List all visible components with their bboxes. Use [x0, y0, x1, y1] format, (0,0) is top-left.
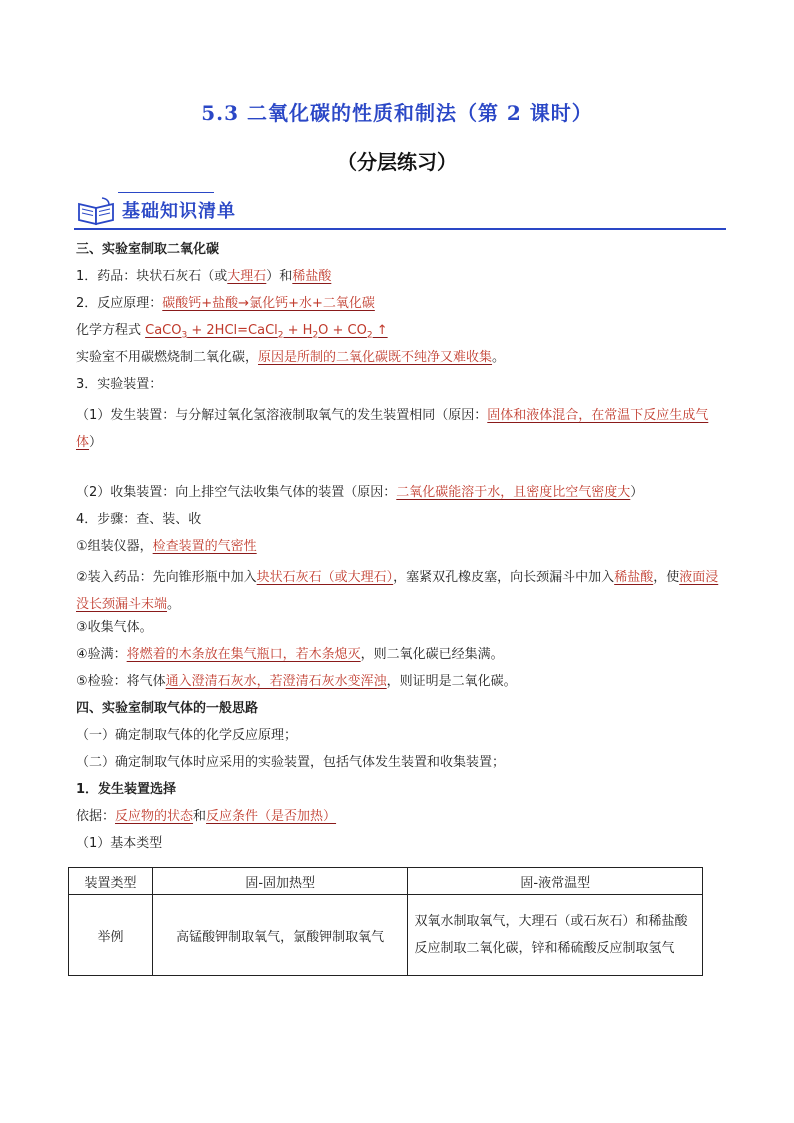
step-5 — [76, 672, 726, 699]
apparatus-type-table — [68, 867, 703, 976]
answer-blank: 稀盐酸 — [292, 269, 332, 284]
answer-blank: 固体和液体混合，在常温下反应生成气体 — [76, 408, 709, 450]
text: ，则证明是二氧化碳。 — [386, 674, 517, 689]
answer-blank: 稀盐酸 — [614, 570, 654, 585]
steps-line: 4．步骤：查、装、收 — [76, 512, 202, 527]
text: （1）发生装置：与分解过氧化氢溶液制取氧气的发生装置相同（原因： — [76, 408, 488, 423]
drugs-line — [76, 267, 726, 294]
table-cell: 举例 — [69, 895, 153, 976]
generator-line — [76, 402, 726, 456]
equation-line — [76, 321, 726, 348]
content-body — [76, 240, 726, 861]
text: ）和 — [266, 269, 293, 284]
chemical-equation: CaCO$_3$ + 2HCl=CaCl$_2$ + $H_2O + CO_2$ ↑ — [145, 323, 388, 341]
text: 依据： — [76, 809, 116, 824]
page-subtitle: （分层练习） — [337, 150, 457, 174]
open-book-icon — [76, 196, 118, 226]
step-3: ③收集气体。 — [76, 620, 153, 635]
answer-blank: 反应条件（是否加热） — [206, 809, 337, 824]
answer-blank: 通入澄清石灰水，若澄清石灰水变浑浊 — [165, 674, 387, 689]
text: ④验满： — [76, 647, 127, 662]
table-cell: 高锰酸钾制取氧气，氯酸钾制取氧气 — [152, 895, 408, 976]
apparatus-line: 3．实验装置： — [76, 377, 163, 392]
spacer — [76, 456, 726, 483]
answer-blank: 大理石 — [227, 269, 267, 284]
answer-blank: 液面浸没长颈漏斗末端 — [76, 570, 719, 612]
collector-line — [76, 483, 726, 510]
types-line: （1）基本类型 — [76, 836, 163, 851]
text: 实验室不用碳燃烧制二氧化碳， — [76, 350, 259, 365]
sub-heading: 1．发生装置选择 — [76, 782, 177, 797]
basis-line — [76, 807, 726, 834]
table-cell: 双氧水制取氧气，大理石（或石灰石）和稀盐酸反应制取二氧化碳，锌和稀硫酸反应制取氢气 — [408, 895, 703, 976]
text: 2．反应原理： — [76, 296, 163, 311]
answer-blank: 碳酸钙+盐酸→氯化钙+水+二氧化碳 — [162, 296, 375, 311]
table-header-cell: 装置类型 — [69, 868, 153, 895]
table-row — [69, 895, 703, 976]
principle-line — [76, 294, 726, 321]
banner-top-rule — [118, 192, 214, 193]
section-heading: 三、实验室制取二氧化碳 — [76, 242, 220, 257]
table-header-row — [69, 868, 703, 895]
paragraph: （一）确定制取气体的化学反应原理； — [76, 728, 298, 743]
section-heading: 四、实验室制取气体的一般思路 — [76, 701, 259, 716]
text: ①组装仪器， — [76, 539, 153, 554]
text: ②装入药品：先向锥形瓶中加入 — [76, 570, 257, 585]
text: ） — [630, 485, 644, 500]
text: 。 — [492, 350, 506, 365]
answer-blank: 块状石灰石（或大理石） — [256, 570, 394, 585]
table-header-cell: 固-液常温型 — [408, 868, 703, 895]
answer-blank: 将燃着的木条放在集气瓶口，若木条熄灭 — [126, 647, 361, 662]
text: （2）收集装置：向上排空气法收集气体的装置（原因： — [76, 485, 397, 500]
table-header-cell: 固-固加热型 — [152, 868, 408, 895]
text: 。 — [167, 597, 181, 612]
banner-rule — [74, 228, 726, 230]
text: 化学方程式 — [76, 323, 146, 338]
answer-blank: 检查装置的气密性 — [152, 539, 257, 554]
answer-blank: 二氧化碳能溶于水，且密度比空气密度大 — [396, 485, 631, 500]
answer-blank: 原因是所制的二氧化碳既不纯净又难收集 — [258, 350, 493, 365]
step-1 — [76, 537, 726, 564]
step-4 — [76, 645, 726, 672]
no-carbon-line — [76, 348, 726, 375]
text: 和 — [193, 809, 207, 824]
paragraph: （二）确定制取气体时应采用的实验装置，包括气体发生装置和收集装置； — [76, 755, 506, 770]
step-2 — [76, 564, 726, 618]
text: ，塞紧双孔橡皮塞，向长颈漏斗中加入 — [393, 570, 615, 585]
section-banner — [74, 190, 726, 232]
banner-label: 基础知识清单 — [122, 201, 236, 222]
answer-blank: 反应物的状态 — [115, 809, 194, 824]
page-title: 5.3 二氧化碳的性质和制法（第 2 课时） — [201, 101, 593, 125]
text: 1．药品：块状石灰石（或 — [76, 269, 228, 284]
text: ，使 — [653, 570, 680, 585]
text: ，则二氧化碳已经集满。 — [360, 647, 504, 662]
text: ⑤检验：将气体 — [76, 674, 166, 689]
text: ） — [89, 435, 103, 450]
